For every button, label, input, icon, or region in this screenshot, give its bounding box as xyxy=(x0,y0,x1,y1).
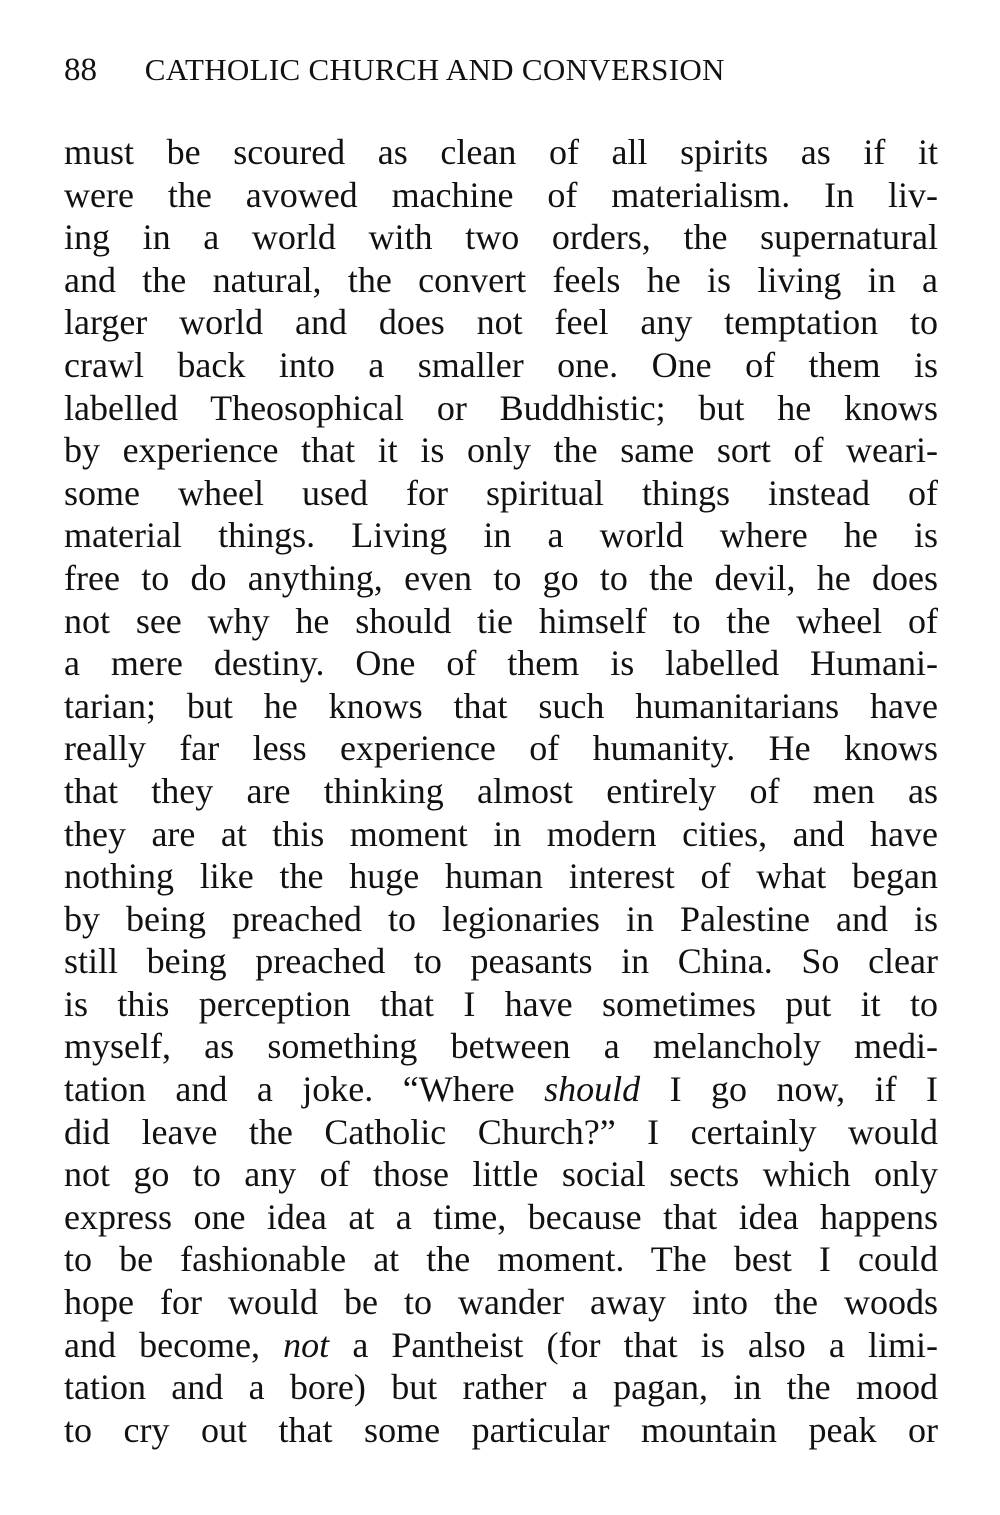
text-line: larger world and does not feel any temptation to xyxy=(64,302,938,343)
text-line: tarian; but he knows that such humanitarians have xyxy=(64,685,938,726)
text-line: by being preached to legionaries in Palestine and is xyxy=(64,898,938,939)
text-line: tation and a bore) but rather a pagan, in the mood xyxy=(64,1367,938,1408)
emphasis-not: not xyxy=(283,1324,330,1365)
text-line: material things. Living in a world where he is xyxy=(64,515,938,556)
text-line: a mere destiny. One of them is labelled Humani- xyxy=(64,643,938,684)
text-run: a Pantheist (for that is also a limi- xyxy=(352,1324,938,1365)
page-number: 88 xyxy=(64,52,97,88)
text-line: labelled Theosophical or Buddhistic; but he knows xyxy=(64,387,938,428)
text-line: still being preached to peasants in China. So clear xyxy=(64,941,938,982)
running-head xyxy=(64,50,938,90)
text-line: free to do anything, even to go to the devil, he does xyxy=(64,557,938,598)
text-line: were the avowed machine of materialism. In liv- xyxy=(64,174,938,215)
emphasis-should: should xyxy=(544,1069,641,1110)
text-run: and become, xyxy=(64,1324,261,1365)
text-line: really far less experience of humanity. He knows xyxy=(64,728,938,769)
text-line: hope for would be to wander away into the woods xyxy=(64,1282,938,1323)
text-line: express one idea at a time, because that idea happens xyxy=(64,1196,938,1237)
text-line: must be scoured as clean of all spirits as if it xyxy=(64,132,938,172)
text-line: some wheel used for spiritual things instead of xyxy=(64,472,938,513)
book-page xyxy=(64,0,938,1515)
text-line-with-emphasis xyxy=(64,1324,938,1367)
text-line: to be fashionable at the moment. The best I could xyxy=(64,1239,938,1280)
text-line: and the natural, the convert feels he is living in a xyxy=(64,259,938,300)
text-line: nothing like the huge human interest of what began xyxy=(64,856,938,897)
running-title: CATHOLIC CHURCH AND CONVERSION xyxy=(144,52,725,87)
text-line: they are at this moment in modern cities, and have xyxy=(64,813,938,854)
text-run: I go now, if I xyxy=(669,1069,938,1110)
text-line: is this perception that I have sometimes put it to xyxy=(64,983,938,1024)
text-line: did leave the Catholic Church?” I certainly would xyxy=(64,1111,938,1152)
text-line: to cry out that some particular mountain peak or xyxy=(64,1409,938,1450)
text-line: that they are thinking almost entirely of men as xyxy=(64,770,938,811)
text-line: not see why he should tie himself to the wheel of xyxy=(64,600,938,641)
text-line-with-emphasis xyxy=(64,1068,938,1111)
text-line: ing in a world with two orders, the supernatural xyxy=(64,217,938,258)
text-line: myself, as something between a melancholy medi- xyxy=(64,1026,938,1067)
body-text xyxy=(64,131,938,1451)
text-line: by experience that it is only the same sort of weari- xyxy=(64,430,938,471)
text-line: not go to any of those little social sects which only xyxy=(64,1154,938,1195)
text-line: crawl back into a smaller one. One of them is xyxy=(64,344,938,385)
text-run: tation and a joke. “Where xyxy=(64,1069,515,1110)
